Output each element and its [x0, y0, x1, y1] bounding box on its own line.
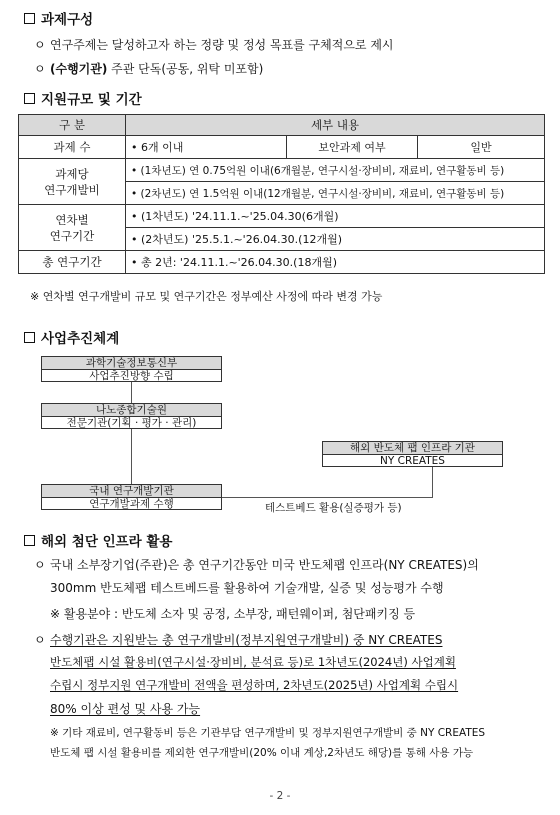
square-bullet-icon — [24, 332, 35, 343]
table-row-total: 총 연구기간 • 총 2년: '24.11.1.~'26.04.30.(18개월) — [19, 251, 545, 274]
support-table — [18, 114, 545, 274]
connector-line — [131, 382, 132, 403]
square-bullet-icon — [24, 13, 35, 24]
infra-bullet-2-note: ※ 기타 재료비, 연구활동비 등은 기관부담 연구개발비 및 정부지원연구개발비 중 NY CREATES — [50, 727, 486, 739]
section-heading-composition: 과제구성 — [24, 8, 93, 28]
infra-bullet-1-note: ※ 활용분야 : 반도체 소자 및 공정, 소부장, 패턴웨이퍼, 첨단패키징 등 — [50, 607, 416, 621]
table-row-count: 과제 수 • 6개 이내 보안과제 여부 일반 — [19, 136, 545, 159]
square-bullet-icon — [24, 93, 35, 104]
org-box-domestic: 국내 연구개발기관 연구개발과제 수행 — [41, 484, 222, 510]
section-heading-support: 지원규모 및 기간 — [24, 88, 142, 108]
composition-bullet-1: ㅇ 연구주제는 달성하고자 하는 정량 및 정성 목표를 구체적으로 제시 — [34, 38, 394, 52]
composition-bullet-2: ㅇ (수행기관) 주관 단독(공동, 위탁 미포함) — [34, 62, 264, 76]
section-heading-infra: 해외 첨단 인프라 활용 — [24, 530, 172, 550]
infra-bullet-2-line2: 반도체팹 시설 활용비(연구시설·장비비, 분석료 등)로 1차년도(2024년) 사업계획 — [50, 655, 456, 669]
connector-line — [432, 467, 433, 498]
connector-line — [131, 429, 132, 484]
infra-bullet-2-line3: 수립시 정부지원 연구개발비 전액을 편성하며, 2차년도(2025년) 사업계획 수립시 — [50, 678, 459, 692]
section-heading-structure: 사업추진체계 — [24, 327, 119, 347]
infra-bullet-2-note-cont: 반도체 팹 시설 활용비를 제외한 연구개발비(20% 이내 계상,2차년도 해당)를 통해 사용 가능 — [50, 747, 474, 759]
table-header-row: 구 분 세부 내용 — [19, 115, 545, 136]
square-bullet-icon — [24, 535, 35, 546]
support-note: ※ 연차별 연구개발비 규모 및 연구기간은 정부예산 사정에 따라 변경 가능 — [30, 290, 383, 303]
infra-bullet-2: ㅇ 수행기관은 지원받는 총 연구개발비(정부지원연구개발비) 중 NY CREATES — [34, 633, 443, 647]
org-box-msit: 과학기술정보통신부 사업추진방향 수립 — [41, 356, 222, 382]
page-number: - 2 - — [269, 790, 291, 802]
infra-bullet-2-line4: 80% 이상 편성 및 사용 가능 — [50, 702, 201, 716]
infra-bullet-1: ㅇ 국내 소부장기업(주관)은 총 연구기간동안 미국 반도체팹 인프라(NY CREATES)의 — [34, 558, 479, 572]
table-row-period-2: • (2차년도) '25.5.1.~'26.04.30.(12개월) — [19, 228, 545, 251]
infra-bullet-1-cont: 300mm 반도체팹 테스트베드를 활용하여 기술개발, 실증 및 성능평가 수행 — [50, 581, 444, 595]
org-box-nano: 나노종합기술원 전문기관(기획 · 평가 · 관리) — [41, 403, 222, 429]
table-row-period-1: 연차별 연구기간 • (1차년도) '24.11.1.~'25.04.30(6개월) — [19, 205, 545, 228]
table-row-budget-1: 과제당 연구개발비 • (1차년도) 연 0.75억원 이내(6개월분, 연구시설·장비비, 재료비, 연구활동비 등) — [19, 159, 545, 182]
org-box-overseas: 해외 반도체 팹 인프라 기관 NY CREATES — [322, 441, 503, 467]
table-row-budget-2: • (2차년도) 연 1.5억원 이내(12개월분, 연구시설·장비비, 재료비, 연구활동비 등) — [19, 182, 545, 205]
testbed-label: 테스트베드 활용(실증평가 등) — [265, 502, 402, 514]
connector-line — [222, 497, 433, 498]
